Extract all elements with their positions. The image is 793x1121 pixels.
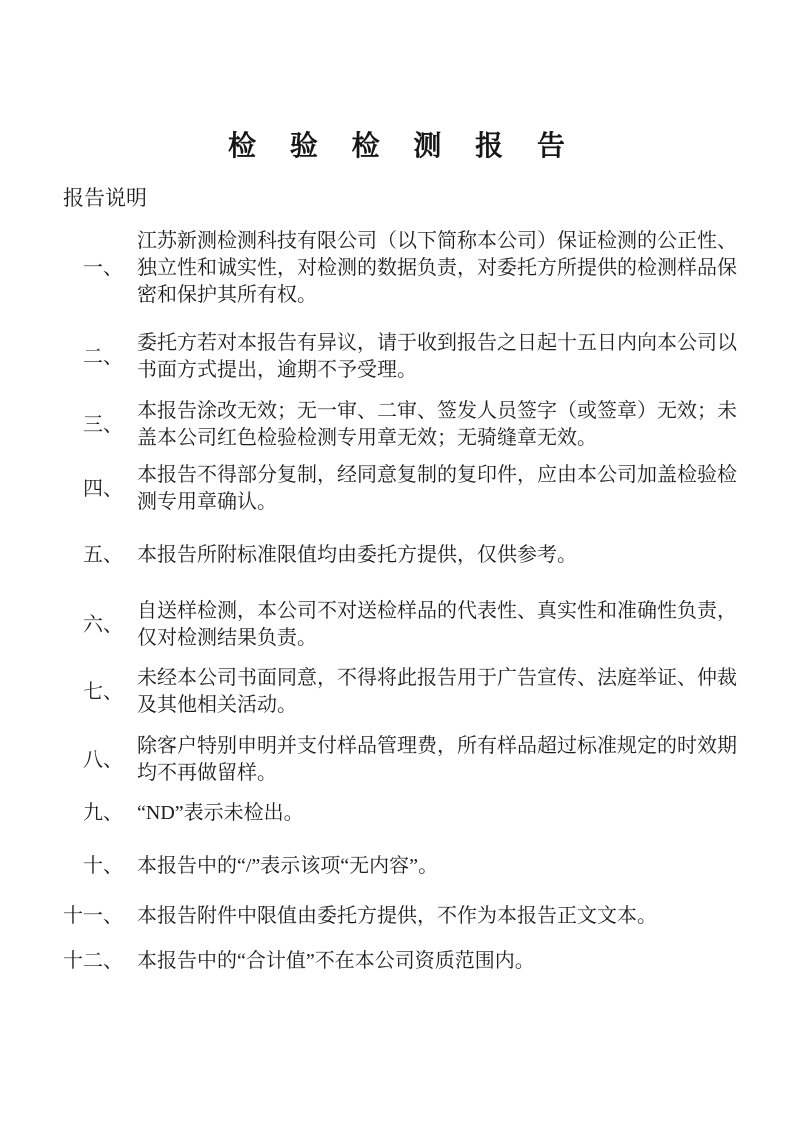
note-item	[63, 665, 793, 719]
note-number: 八、	[83, 748, 123, 771]
note-number: 十、	[83, 855, 123, 877]
note-text: 本报告中的“合计值”不在本公司资质范围内。	[137, 950, 535, 972]
report-notes-list	[63, 228, 793, 975]
note-item	[63, 853, 793, 880]
note-item	[63, 228, 793, 309]
note-item	[63, 903, 793, 930]
report-title: 检 验 检 测 报 告	[228, 130, 578, 161]
note-text: 江苏新测检测科技有限公司（以下简称本公司）保证检测的公正性、独立性和诚实性，对检测的数据负责，对委托方所提供的检测样品保密和保护其所有权。	[137, 230, 737, 306]
note-item	[63, 462, 793, 516]
note-text: 本报告涂改无效；无一审、二审、签发人员签字（或签章）无效；未盖本公司红色检验检测专用章无效；无骑缝章无效。	[137, 400, 737, 449]
note-item	[63, 733, 793, 787]
note-number: 七、	[83, 680, 123, 703]
note-text: 自送样检测，本公司不对送检样品的代表性、真实性和准确性负责，仅对检测结果负责。	[137, 600, 737, 649]
note-text: 本报告中的“/”表示该项“无内容”。	[137, 855, 439, 877]
note-number: 十二、	[63, 950, 123, 972]
note-number: 三、	[83, 413, 123, 436]
note-number: 一、	[83, 257, 123, 279]
note-number: 六、	[83, 613, 123, 636]
note-text: 本报告所附标准限值均由委托方提供，仅供参考。	[137, 544, 577, 566]
note-text: 本报告不得部分复制，经同意复制的复印件，应由本公司加盖检验检测专用章确认。	[137, 464, 737, 513]
note-text: 本报告附件中限值由委托方提供，不作为本报告正文文本。	[137, 905, 657, 927]
note-number: 五、	[83, 544, 123, 566]
note-number: 四、	[83, 477, 123, 500]
note-text: 未经本公司书面同意，不得将此报告用于广告宣传、法庭举证、仲裁及其他相关活动。	[137, 667, 737, 716]
note-text: 委托方若对本报告有异议，请于收到报告之日起十五日内向本公司以书面方式提出，逾期不予受理。	[137, 332, 737, 381]
note-item	[63, 948, 793, 975]
note-item	[63, 542, 793, 569]
note-item	[63, 800, 793, 827]
note-number: 十一、	[63, 905, 123, 927]
note-text: 除客户特别申明并支付样品管理费，所有样品超过标准规定的时效期均不再做留样。	[137, 735, 737, 784]
note-number: 二、	[83, 345, 123, 368]
note-number: 九、	[83, 802, 123, 824]
section-heading: 报告说明	[63, 186, 147, 210]
note-item	[63, 598, 793, 652]
note-item	[63, 330, 793, 384]
note-item	[63, 398, 793, 452]
note-text: “ND”表示未检出。	[137, 802, 304, 824]
